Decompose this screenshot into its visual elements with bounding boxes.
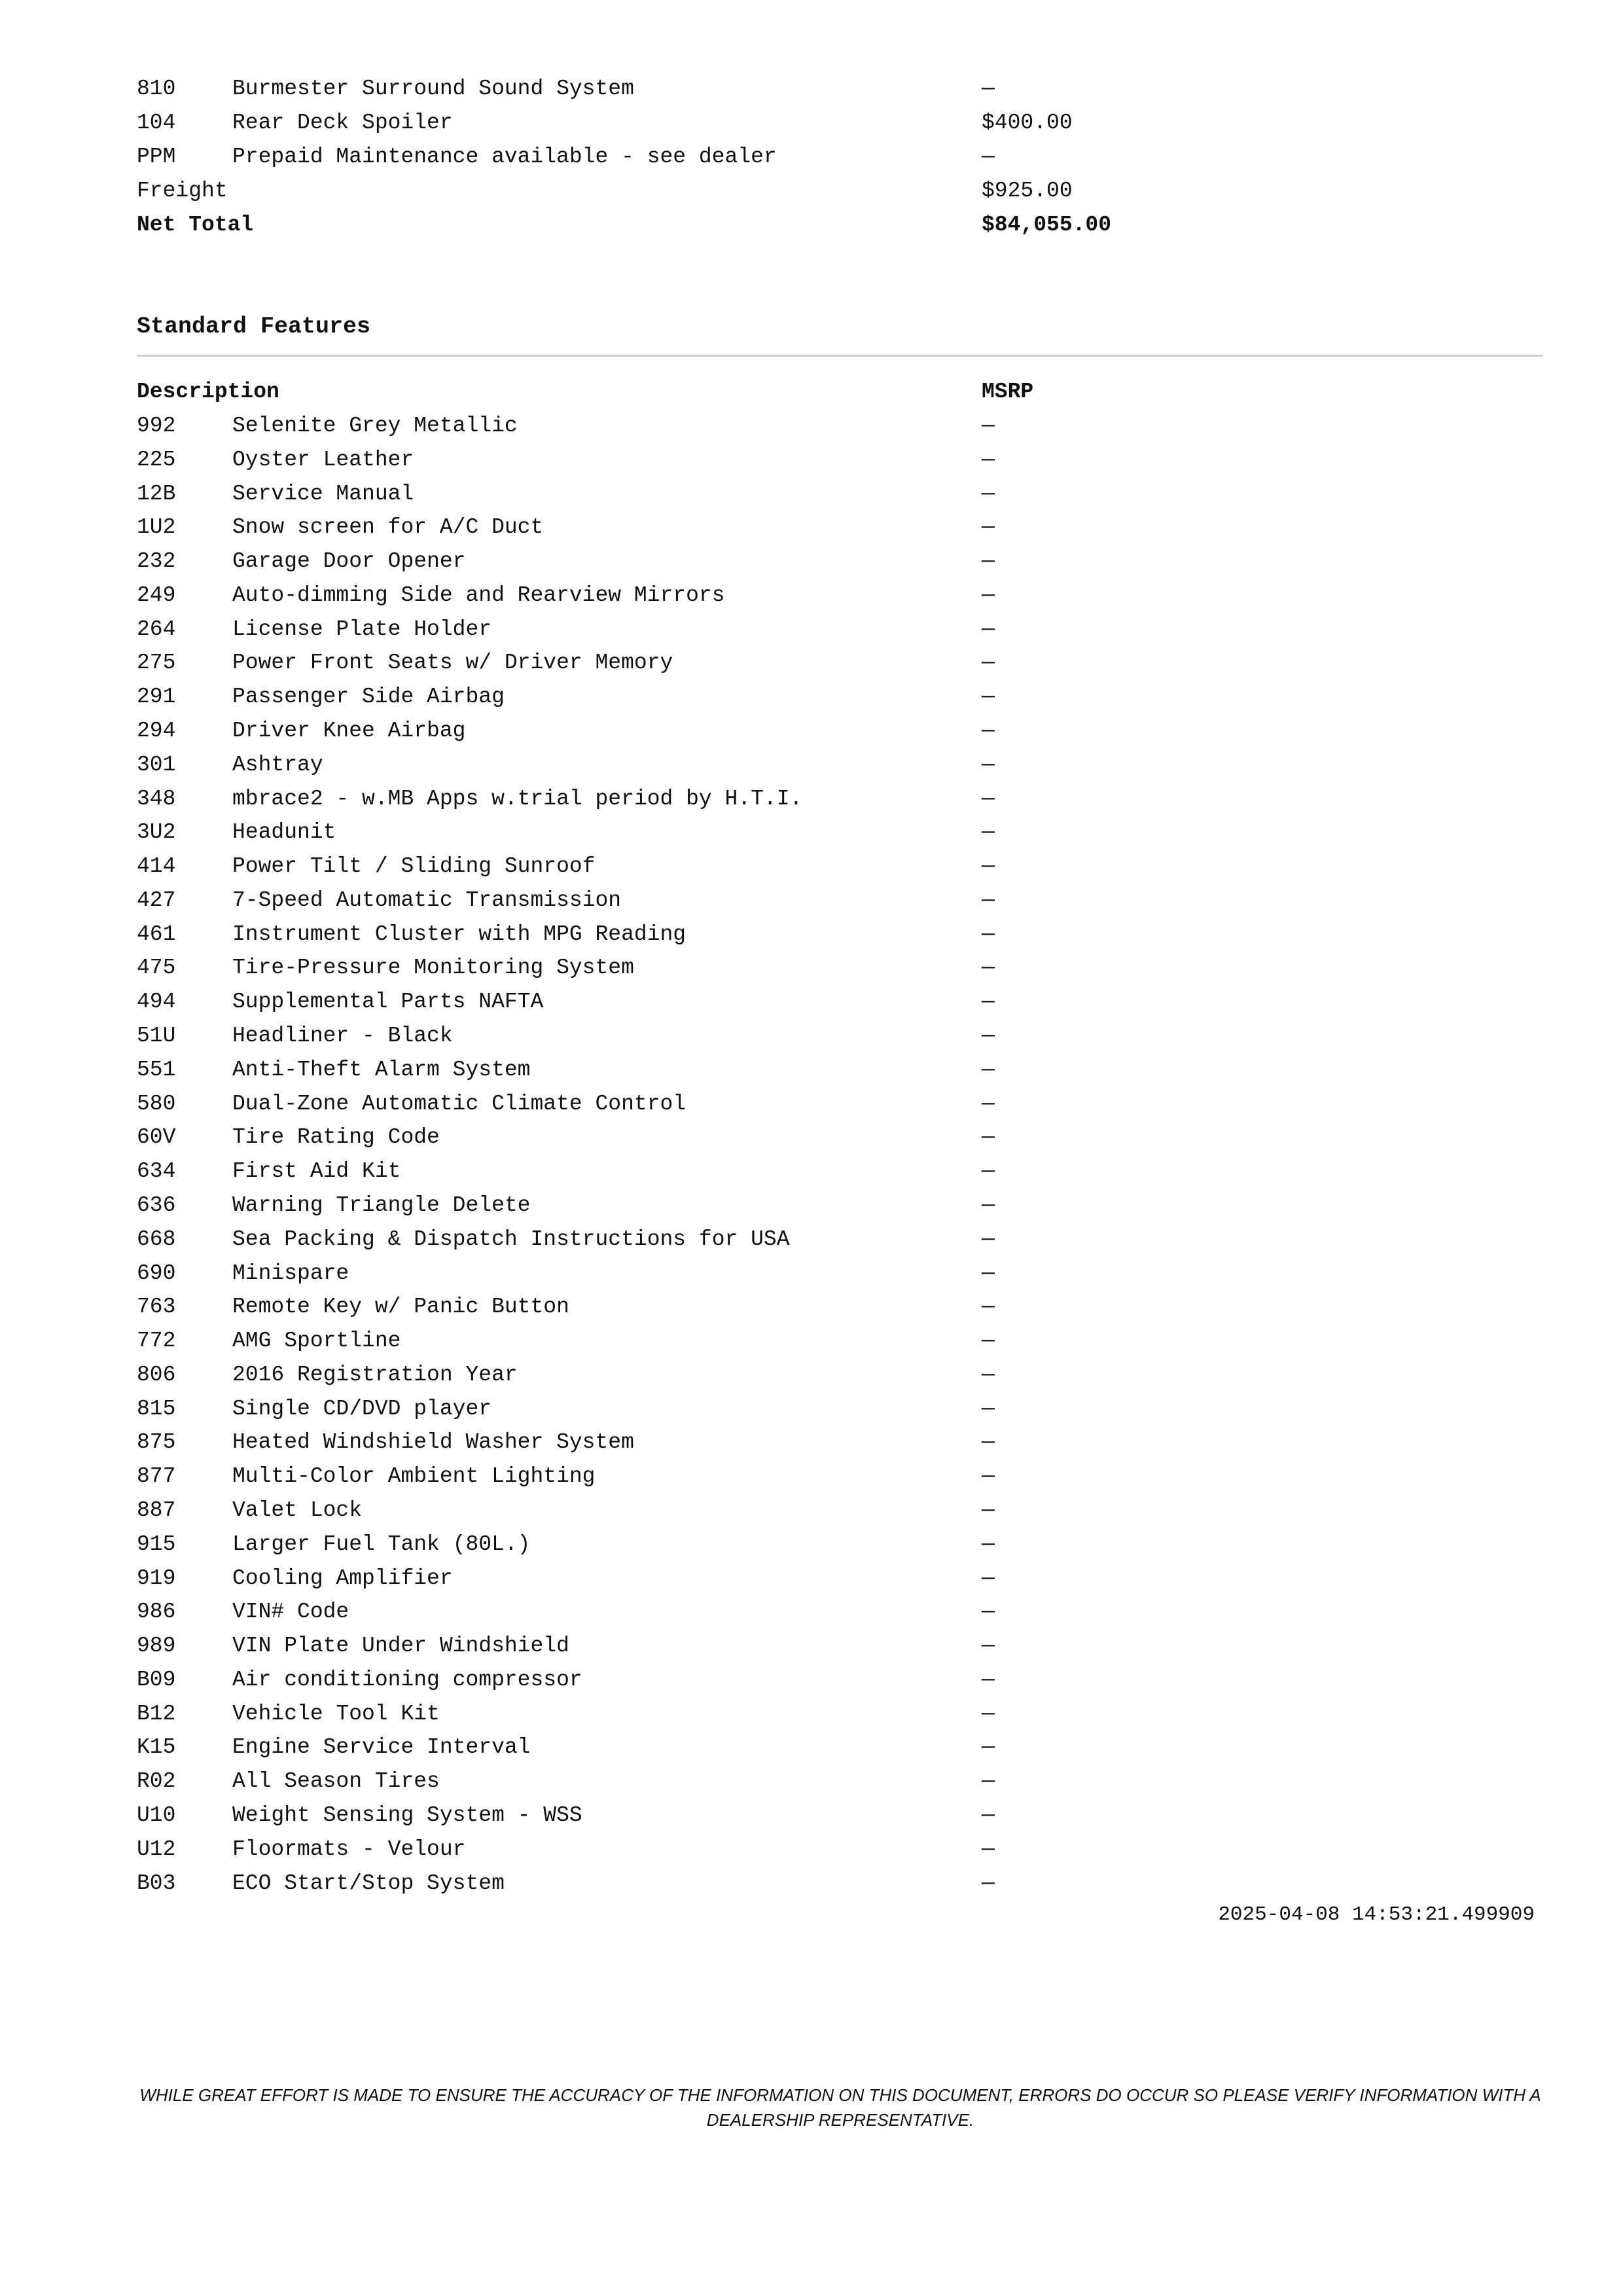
feature-row	[137, 1867, 1544, 1901]
feature-msrp: —	[982, 854, 995, 879]
section-divider	[137, 355, 1543, 357]
disclaimer-line: DEALERSHIP REPRESENTATIVE.	[706, 2110, 974, 2130]
feature-description: VIN# Code	[232, 1600, 349, 1624]
feature-row	[137, 985, 1544, 1019]
feature-description: Power Front Seats w/ Driver Memory	[232, 651, 673, 675]
feature-description: Air conditioning compressor	[232, 1667, 582, 1692]
feature-code: 551	[137, 1057, 176, 1082]
feature-row	[137, 1019, 1544, 1053]
pricing-item-row	[137, 106, 1544, 140]
feature-code: B12	[137, 1701, 176, 1726]
feature-row	[137, 1562, 1544, 1596]
net-total-price: $84,055.00	[982, 213, 1112, 237]
feature-msrp: —	[982, 956, 995, 980]
feature-code: 461	[137, 922, 176, 946]
option-code: PPM	[137, 145, 176, 169]
feature-msrp: —	[982, 1837, 995, 1861]
feature-code: 887	[137, 1498, 176, 1522]
feature-code: 634	[137, 1159, 176, 1184]
feature-row	[137, 511, 1544, 545]
feature-row	[137, 1663, 1544, 1697]
feature-msrp: —	[982, 447, 995, 472]
feature-row	[137, 545, 1544, 579]
feature-row	[137, 646, 1544, 680]
feature-code: 225	[137, 447, 176, 472]
feature-row	[137, 1155, 1544, 1189]
feature-msrp: —	[982, 515, 995, 540]
feature-description: Anti-Theft Alarm System	[232, 1057, 531, 1082]
feature-row	[137, 748, 1544, 782]
feature-description: Instrument Cluster with MPG Reading	[232, 922, 687, 946]
disclaimer	[137, 2083, 1544, 2132]
feature-row	[137, 1731, 1544, 1765]
feature-msrp: —	[982, 1430, 995, 1455]
feature-row	[137, 1799, 1544, 1833]
feature-msrp: —	[982, 888, 995, 912]
feature-row	[137, 680, 1544, 714]
feature-description: Passenger Side Airbag	[232, 685, 505, 709]
feature-description: Cooling Amplifier	[232, 1566, 453, 1590]
feature-code: 414	[137, 854, 176, 879]
feature-code: B09	[137, 1667, 176, 1692]
feature-description: Engine Service Interval	[232, 1735, 531, 1760]
feature-description: Power Tilt / Sliding Sunroof	[232, 854, 596, 879]
feature-code: U10	[137, 1803, 176, 1827]
feature-row	[137, 1460, 1544, 1494]
feature-msrp: —	[982, 1566, 995, 1590]
feature-msrp: —	[982, 922, 995, 946]
feature-description: Weight Sensing System - WSS	[232, 1803, 582, 1827]
feature-msrp: —	[982, 1261, 995, 1285]
feature-row	[137, 1358, 1544, 1392]
feature-code: 51U	[137, 1024, 176, 1049]
feature-description: Heated Windshield Washer System	[232, 1430, 634, 1455]
feature-description: Larger Fuel Tank (80L.)	[232, 1532, 531, 1556]
feature-description: Garage Door Opener	[232, 549, 466, 574]
feature-msrp: —	[982, 549, 995, 574]
feature-description: 7-Speed Automatic Transmission	[232, 888, 622, 912]
feature-code: 877	[137, 1464, 176, 1489]
net-total-label: Net Total	[137, 213, 254, 237]
column-header-msrp: MSRP	[982, 380, 1034, 404]
feature-row	[137, 782, 1544, 816]
feature-msrp: —	[982, 1057, 995, 1082]
freight-price: $925.00	[982, 179, 1073, 203]
feature-description: Oyster Leather	[232, 447, 414, 472]
feature-description: Vehicle Tool Kit	[232, 1701, 440, 1726]
feature-msrp: —	[982, 1600, 995, 1624]
option-description: Rear Deck Spoiler	[232, 111, 453, 135]
column-header-description: Description	[137, 380, 279, 404]
feature-description: Headunit	[232, 820, 336, 845]
feature-description: License Plate Holder	[232, 617, 492, 641]
feature-code: 264	[137, 617, 176, 641]
timestamp: 2025-04-08 14:53:21.499909	[1218, 1903, 1535, 1926]
feature-description: Driver Knee Airbag	[232, 719, 466, 744]
disclaimer-line: WHILE GREAT EFFORT IS MADE TO ENSURE THE ACCURACY OF THE INFORMATION ON THIS DOCUMENT, ERRORS DO OCCUR SO PLEASE VERIFY INFORMATION WITH A	[139, 2085, 1541, 2105]
feature-msrp: —	[982, 1871, 995, 1895]
feature-description: Auto-dimming Side and Rearview Mirrors	[232, 583, 725, 607]
feature-description: Multi-Color Ambient Lighting	[232, 1464, 596, 1489]
feature-code: 989	[137, 1634, 176, 1659]
feature-description: Sea Packing & Dispatch Instructions for USA	[232, 1227, 790, 1251]
feature-msrp: —	[982, 1532, 995, 1556]
pricing-item-row	[137, 140, 1544, 174]
option-code: 810	[137, 77, 176, 101]
feature-code: 301	[137, 752, 176, 777]
feature-code: 60V	[137, 1125, 176, 1150]
pricing-item-row	[137, 72, 1544, 106]
feature-row	[137, 1290, 1544, 1324]
feature-msrp: —	[982, 617, 995, 641]
feature-description: Ashtray	[232, 752, 323, 777]
feature-code: 3U2	[137, 820, 176, 845]
feature-code: 494	[137, 990, 176, 1014]
feature-code: 915	[137, 1532, 176, 1556]
feature-row	[137, 884, 1544, 918]
feature-description: Snow screen for A/C Duct	[232, 515, 544, 540]
feature-description: Dual-Zone Automatic Climate Control	[232, 1091, 687, 1116]
feature-code: U12	[137, 1837, 176, 1861]
feature-description: mbrace2 - w.MB Apps w.trial period by H.T.I.	[232, 786, 803, 811]
option-description: Burmester Surround Sound System	[232, 77, 634, 101]
feature-description: Service Manual	[232, 481, 414, 506]
feature-code: 12B	[137, 481, 176, 506]
feature-code: 294	[137, 719, 176, 744]
feature-row	[137, 1833, 1544, 1867]
feature-msrp: —	[982, 752, 995, 777]
feature-code: 275	[137, 651, 176, 675]
feature-row	[137, 1595, 1544, 1629]
feature-row	[137, 1765, 1544, 1799]
feature-description: Floormats - Velour	[232, 1837, 466, 1861]
feature-row	[137, 714, 1544, 748]
freight-row	[137, 174, 1544, 208]
feature-code: 232	[137, 549, 176, 574]
feature-msrp: —	[982, 1227, 995, 1251]
section-title: Standard Features	[137, 314, 371, 340]
feature-row	[137, 443, 1544, 477]
feature-row	[137, 1324, 1544, 1358]
feature-msrp: —	[982, 1125, 995, 1150]
feature-code: 580	[137, 1091, 176, 1116]
feature-msrp: —	[982, 583, 995, 607]
net-total-row	[137, 208, 1544, 242]
feature-description: ECO Start/Stop System	[232, 1871, 505, 1895]
feature-code: 636	[137, 1193, 176, 1217]
feature-description: Selenite Grey Metallic	[232, 414, 518, 438]
feature-code: 475	[137, 956, 176, 980]
feature-msrp: —	[982, 1667, 995, 1692]
feature-msrp: —	[982, 1803, 995, 1827]
option-price: —	[982, 77, 995, 101]
feature-msrp: —	[982, 685, 995, 709]
feature-msrp: —	[982, 1464, 995, 1489]
feature-description: Valet Lock	[232, 1498, 363, 1522]
feature-row	[137, 1223, 1544, 1257]
feature-msrp: —	[982, 1498, 995, 1522]
feature-msrp: —	[982, 1396, 995, 1421]
feature-description: Single CD/DVD player	[232, 1396, 492, 1421]
feature-code: B03	[137, 1871, 176, 1895]
feature-description: Remote Key w/ Panic Button	[232, 1295, 569, 1319]
feature-row	[137, 850, 1544, 884]
feature-description: All Season Tires	[232, 1769, 440, 1794]
feature-msrp: —	[982, 1295, 995, 1319]
feature-row	[137, 477, 1544, 511]
feature-row	[137, 1629, 1544, 1663]
feature-row	[137, 816, 1544, 850]
feature-description: Tire-Pressure Monitoring System	[232, 956, 634, 980]
option-code: 104	[137, 111, 176, 135]
feature-description: 2016 Registration Year	[232, 1362, 518, 1387]
feature-msrp: —	[982, 1634, 995, 1659]
feature-msrp: —	[982, 1701, 995, 1726]
feature-description: Minispare	[232, 1261, 349, 1285]
feature-row	[137, 579, 1544, 613]
feature-msrp: —	[982, 1769, 995, 1794]
feature-row	[137, 1392, 1544, 1426]
feature-msrp: —	[982, 651, 995, 675]
feature-msrp: —	[982, 414, 995, 438]
feature-code: 986	[137, 1600, 176, 1624]
feature-row	[137, 951, 1544, 985]
feature-row	[137, 1426, 1544, 1460]
feature-msrp: —	[982, 1329, 995, 1354]
feature-code: 875	[137, 1430, 176, 1455]
feature-row	[137, 1494, 1544, 1528]
feature-row	[137, 918, 1544, 952]
feature-description: Warning Triangle Delete	[232, 1193, 531, 1217]
feature-code: 690	[137, 1261, 176, 1285]
feature-code: 668	[137, 1227, 176, 1251]
feature-code: 992	[137, 414, 176, 438]
feature-description: Headliner - Black	[232, 1024, 453, 1049]
freight-label: Freight	[137, 179, 228, 203]
feature-msrp: —	[982, 481, 995, 506]
feature-msrp: —	[982, 1091, 995, 1116]
feature-row	[137, 1528, 1544, 1562]
feature-description: Supplemental Parts NAFTA	[232, 990, 544, 1014]
feature-description: VIN Plate Under Windshield	[232, 1634, 569, 1659]
feature-msrp: —	[982, 1193, 995, 1217]
feature-row	[137, 1257, 1544, 1291]
feature-msrp: —	[982, 1159, 995, 1184]
feature-msrp: —	[982, 1024, 995, 1049]
feature-code: 348	[137, 786, 176, 811]
feature-row	[137, 613, 1544, 647]
feature-code: 249	[137, 583, 176, 607]
feature-msrp: —	[982, 990, 995, 1014]
feature-description: AMG Sportline	[232, 1329, 401, 1354]
feature-code: 427	[137, 888, 176, 912]
feature-msrp: —	[982, 1362, 995, 1387]
feature-code: 1U2	[137, 515, 176, 540]
option-price: —	[982, 145, 995, 169]
feature-code: R02	[137, 1769, 176, 1794]
option-price: $400.00	[982, 111, 1073, 135]
feature-row	[137, 1697, 1544, 1731]
feature-row	[137, 1087, 1544, 1121]
feature-description: First Aid Kit	[232, 1159, 401, 1184]
feature-row	[137, 409, 1544, 443]
option-description: Prepaid Maintenance available - see dealer	[232, 145, 777, 169]
feature-msrp: —	[982, 786, 995, 811]
feature-code: 291	[137, 685, 176, 709]
feature-msrp: —	[982, 719, 995, 744]
feature-code: 772	[137, 1329, 176, 1354]
feature-code: 806	[137, 1362, 176, 1387]
feature-row	[137, 1053, 1544, 1087]
feature-msrp: —	[982, 820, 995, 845]
feature-msrp: —	[982, 1735, 995, 1760]
feature-description: Tire Rating Code	[232, 1125, 440, 1150]
feature-row	[137, 1121, 1544, 1155]
feature-row	[137, 1189, 1544, 1223]
feature-code: 815	[137, 1396, 176, 1421]
feature-code: 919	[137, 1566, 176, 1590]
feature-code: K15	[137, 1735, 176, 1760]
feature-code: 763	[137, 1295, 176, 1319]
